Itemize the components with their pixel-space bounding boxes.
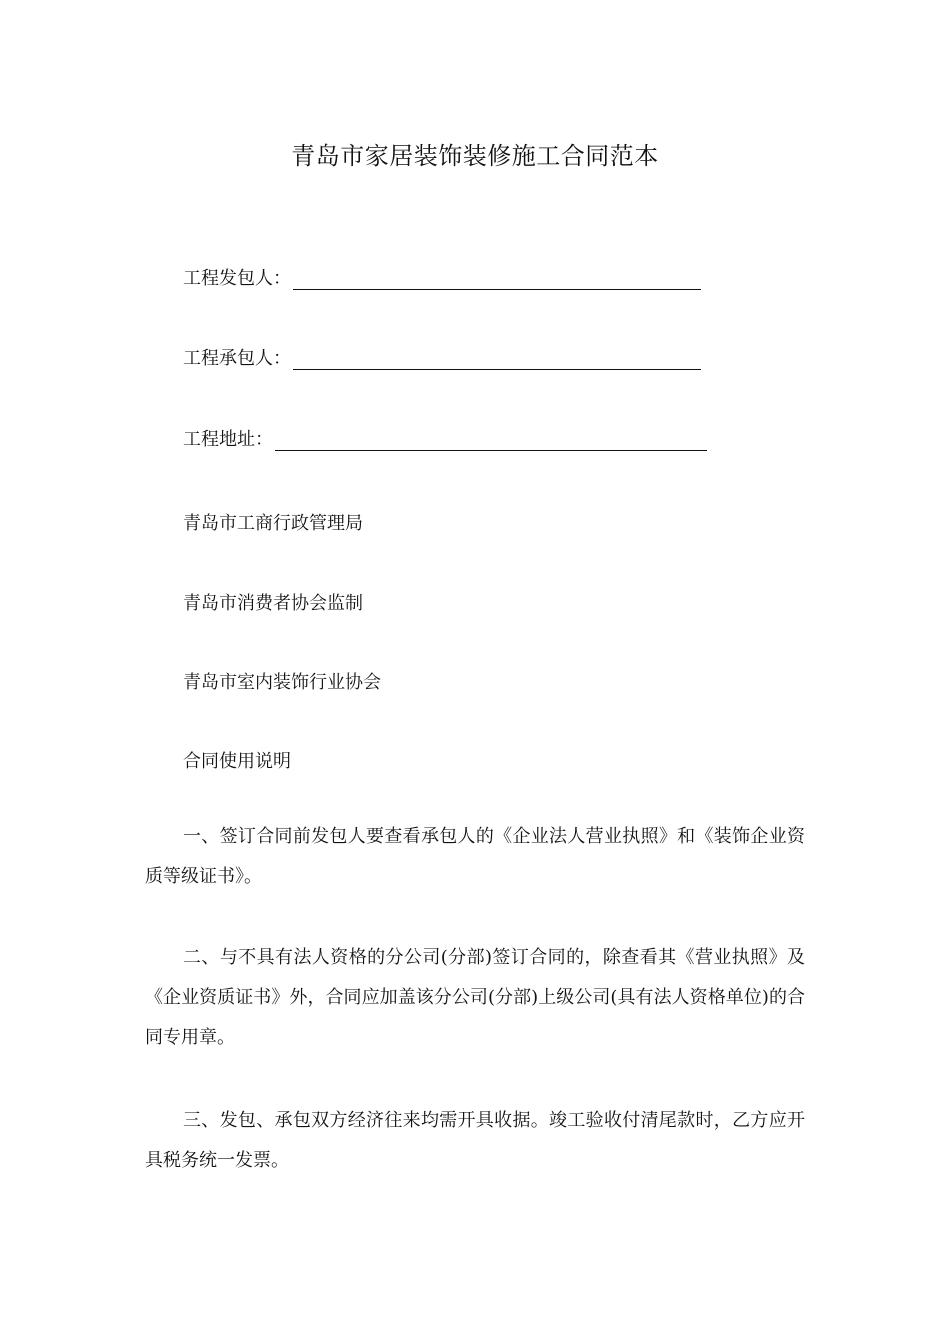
employer-field <box>183 264 701 290</box>
document-title: 青岛市家居装饰装修施工合同范本 <box>291 142 659 170</box>
address-label: 工程地址： <box>183 429 273 450</box>
instruction-paragraph-3: 三、发包、承包双方经济往来均需开具收据。竣工验收付清尾款时，乙方应开具税务统一发票。 <box>145 1110 805 1171</box>
employer-blank-line[interactable] <box>293 269 701 290</box>
address-field <box>183 425 707 451</box>
employer-label: 工程发包人： <box>183 268 291 289</box>
instruction-paragraph-2: 二、与不具有法人资格的分公司(分部)签订合同的，除查看其《营业执照》及《企业资质证书》外，合同应加盖该分公司(分部)上级公司(具有法人资格单位)的合同专用章。 <box>145 947 805 1048</box>
contractor-field <box>183 344 701 370</box>
issuer-line-1: 青岛市工商行政管理局 <box>183 513 363 534</box>
issuer-line-3: 青岛市室内装饰行业协会 <box>183 672 381 693</box>
contractor-blank-line[interactable] <box>293 349 701 370</box>
instruction-paragraph-1: 一、签订合同前发包人要查看承包人的《企业法人营业执照》和《装饰企业资质等级证书》。 <box>145 826 805 887</box>
instructions-heading: 合同使用说明 <box>183 751 291 772</box>
contractor-label: 工程承包人： <box>183 348 291 369</box>
issuer-line-2: 青岛市消费者协会监制 <box>183 593 363 614</box>
address-blank-line[interactable] <box>275 430 707 451</box>
